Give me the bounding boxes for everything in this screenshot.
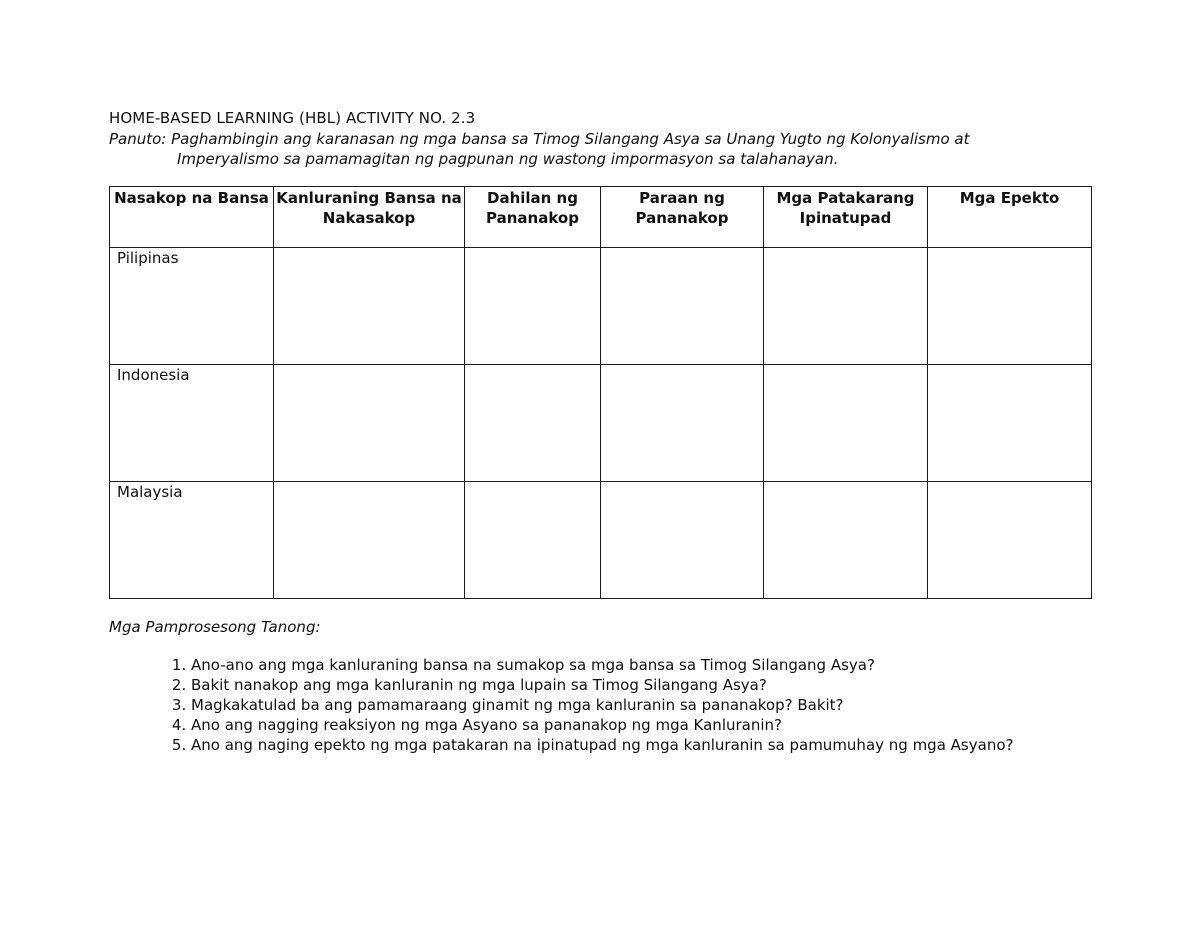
header-kanluraning-bansa: Kanluraning Bansa na Nakasakop bbox=[274, 187, 465, 248]
comparison-table bbox=[109, 186, 1092, 599]
table-cell[interactable] bbox=[764, 248, 928, 365]
questions-list bbox=[151, 655, 1091, 755]
document-title: HOME-BASED LEARNING (HBL) ACTIVITY NO. 2.3 bbox=[109, 109, 476, 127]
table-cell[interactable] bbox=[465, 365, 601, 482]
table-cell[interactable] bbox=[465, 482, 601, 599]
header-dahilan-ng-pananakop: Dahilan ng Pananakop bbox=[465, 187, 601, 248]
instruction-line-2: Imperyalismo sa pamamagitan ng pagpunan ng wastong impormasyon sa talahanayan. bbox=[177, 150, 839, 168]
question-item: 2. Bakit nanakop ang mga kanluranin ng mga lupain sa Timog Silangang Asya? bbox=[191, 675, 1091, 695]
instruction bbox=[109, 129, 1099, 169]
country-cell: Pilipinas bbox=[110, 248, 274, 365]
table-cell[interactable] bbox=[764, 365, 928, 482]
question-item: 5. Ano ang naging epekto ng mga patakaran na ipinatupad ng mga kanluranin sa pamumuhay ng mga Asyano? bbox=[191, 735, 1091, 755]
table-cell[interactable] bbox=[928, 482, 1092, 599]
header-mga-patakarang-ipinatupad: Mga Patakarang Ipinatupad bbox=[764, 187, 928, 248]
table-cell[interactable] bbox=[465, 248, 601, 365]
question-item: 3. Magkakatulad ba ang pamamaraang ginamit ng mga kanluranin sa pananakop? Bakit? bbox=[191, 695, 1091, 715]
table-row bbox=[110, 248, 1092, 365]
table-cell[interactable] bbox=[928, 248, 1092, 365]
country-cell: Indonesia bbox=[110, 365, 274, 482]
question-item: 1. Ano-ano ang mga kanluraning bansa na sumakop sa mga bansa sa Timog Silangang Asya? bbox=[191, 655, 1091, 675]
table-row bbox=[110, 482, 1092, 599]
header-nasakop-na-bansa: Nasakop na Bansa bbox=[110, 187, 274, 248]
table-cell[interactable] bbox=[274, 248, 465, 365]
table-header-row bbox=[110, 187, 1092, 248]
header-mga-epekto: Mga Epekto bbox=[928, 187, 1092, 248]
instruction-line-1: Panuto: Paghambingin ang karanasan ng mga bansa sa Timog Silangang Asya sa Unang Yugto ng Kolonyalismo at bbox=[109, 130, 970, 148]
table-row bbox=[110, 365, 1092, 482]
table-cell[interactable] bbox=[764, 482, 928, 599]
table-cell[interactable] bbox=[928, 365, 1092, 482]
table-cell[interactable] bbox=[601, 482, 764, 599]
table-cell[interactable] bbox=[274, 482, 465, 599]
table-cell[interactable] bbox=[601, 248, 764, 365]
table-cell[interactable] bbox=[601, 365, 764, 482]
table-cell[interactable] bbox=[274, 365, 465, 482]
questions-title: Mga Pamprosesong Tanong: bbox=[109, 618, 321, 636]
header-paraan-ng-pananakop: Paraan ng Pananakop bbox=[601, 187, 764, 248]
question-item: 4. Ano ang nagging reaksiyon ng mga Asyano sa pananakop ng mga Kanluranin? bbox=[191, 715, 1091, 735]
country-cell: Malaysia bbox=[110, 482, 274, 599]
